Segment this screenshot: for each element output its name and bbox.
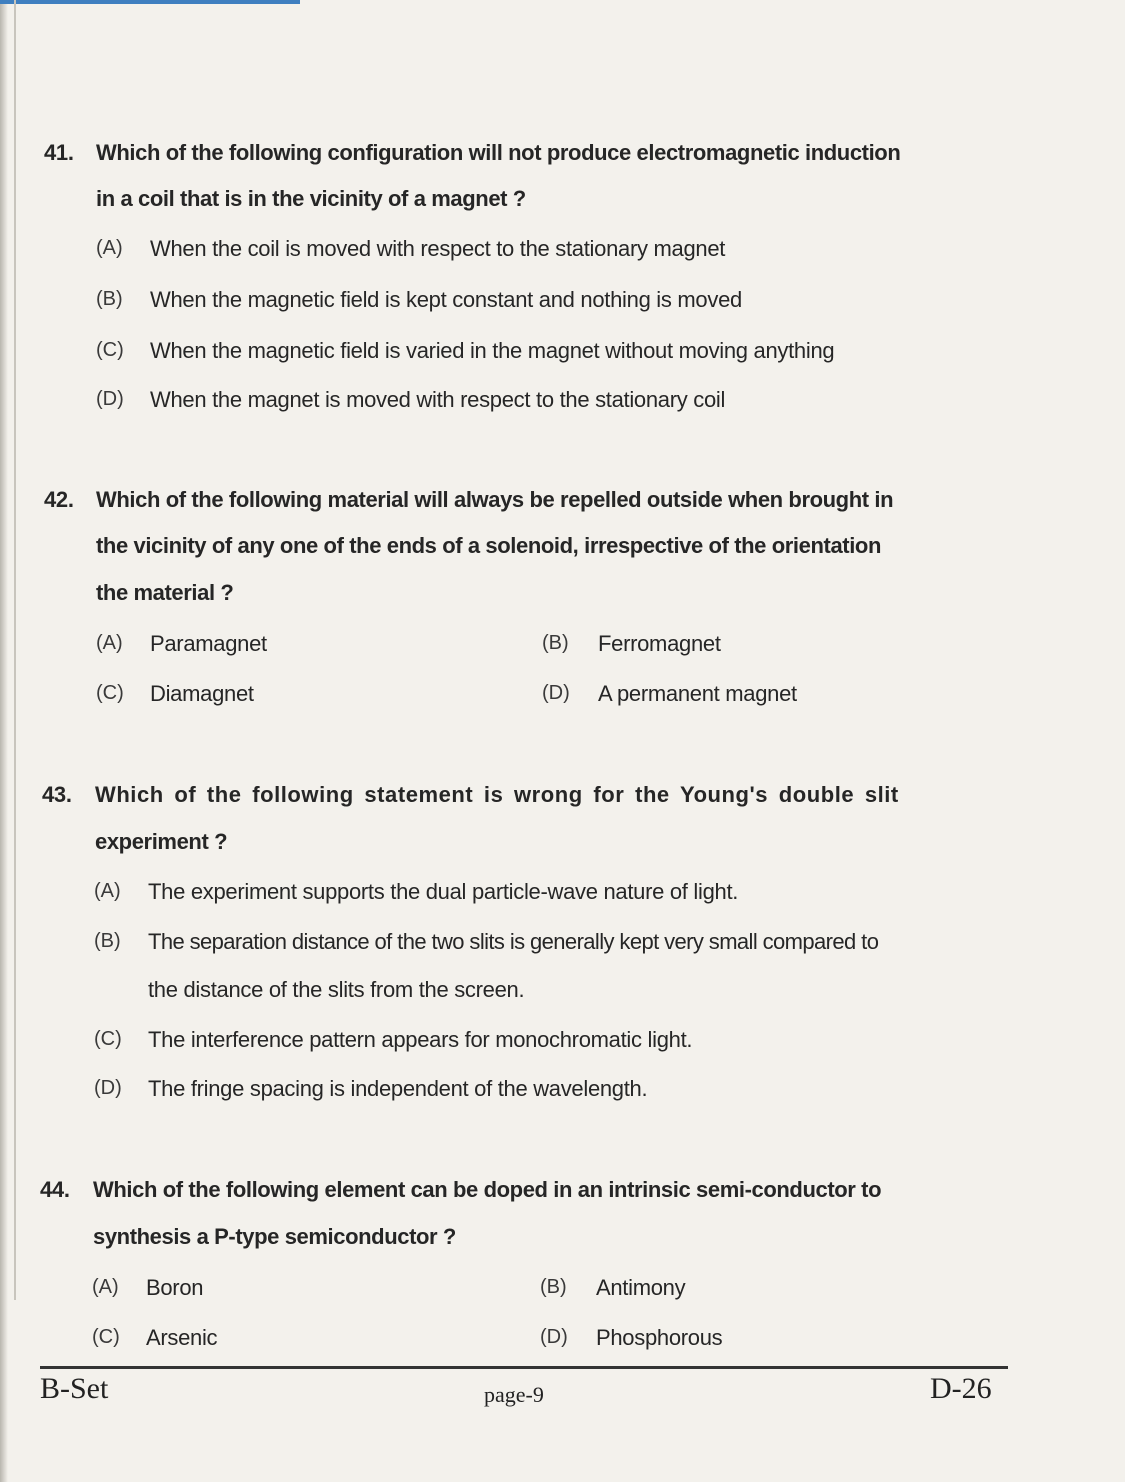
question-number: 44.	[40, 1177, 70, 1202]
option-text: Antimony	[596, 1275, 686, 1300]
question-text-line: Which of the following element can be doped in an intrinsic semi-conductor to	[93, 1177, 882, 1202]
option-label: (A)	[96, 632, 123, 654]
option-label: (C)	[96, 339, 124, 361]
option-text: When the magnetic field is varied in the magnet without moving anything	[150, 338, 835, 363]
option-label: (C)	[96, 682, 124, 704]
footer-set: B-Set	[40, 1372, 109, 1405]
option-text: When the coil is moved with respect to the stationary magnet	[150, 236, 726, 261]
option-label: (A)	[92, 1276, 119, 1298]
option-text: Phosphorous	[596, 1325, 723, 1350]
question-text-line: Which of the following material will always be repelled outside when brought in	[96, 487, 894, 512]
option-label: (A)	[96, 237, 123, 259]
question-number: 41.	[44, 140, 74, 165]
option-text: The interference pattern appears for monochromatic light.	[148, 1027, 693, 1052]
option-label: (B)	[540, 1276, 567, 1298]
question-text-line: the vicinity of any one of the ends of a solenoid, irrespective of the orientation	[96, 533, 881, 558]
option-text: The experiment supports the dual particle-wave nature of light.	[148, 879, 739, 904]
option-text: The separation distance of the two slits is generally kept very small compared to	[148, 929, 879, 954]
option-label: (C)	[94, 1028, 122, 1050]
option-text: Arsenic	[146, 1325, 218, 1350]
question-text-line: the material ?	[96, 580, 234, 605]
option-text: Diamagnet	[150, 681, 254, 706]
option-label: (B)	[94, 930, 121, 952]
option-text: Paramagnet	[150, 631, 267, 656]
option-label: (C)	[92, 1326, 120, 1348]
option-text: Ferromagnet	[598, 631, 721, 656]
option-text: Boron	[146, 1275, 204, 1300]
question-number: 42.	[44, 487, 74, 512]
option-label: (B)	[96, 288, 123, 310]
option-label: (A)	[94, 880, 121, 902]
question-text-line: in a coil that is in the vicinity of a magnet ?	[96, 186, 526, 211]
option-label: (D)	[96, 388, 124, 410]
question-text-line: Which of the following statement is wrong for the Young's double slit	[95, 782, 899, 807]
option-text: When the magnetic field is kept constant and nothing is moved	[150, 287, 742, 312]
option-label: (B)	[542, 632, 569, 654]
footer-code: D-26	[930, 1372, 992, 1405]
page-edge-shadow	[0, 0, 8, 1482]
question-text-line: synthesis a P-type semiconductor ?	[93, 1224, 456, 1249]
binding-fold-line	[14, 0, 16, 1300]
option-text: When the magnet is moved with respect to the stationary coil	[150, 387, 726, 412]
option-label: (D)	[542, 682, 570, 704]
option-text: The fringe spacing is independent of the wavelength.	[148, 1076, 648, 1101]
option-label: (D)	[94, 1077, 122, 1099]
option-text-continued: the distance of the slits from the screen.	[148, 977, 525, 1002]
option-text: A permanent magnet	[598, 681, 797, 706]
question-number: 43.	[42, 782, 72, 807]
option-label: (D)	[540, 1326, 568, 1348]
top-edge-strip	[0, 0, 300, 4]
footer-rule	[40, 1366, 1008, 1369]
footer-page-number: page-9	[484, 1382, 544, 1407]
question-text-line: experiment ?	[95, 829, 228, 854]
question-text-line: Which of the following configuration will not produce electromagnetic induction	[96, 140, 901, 165]
